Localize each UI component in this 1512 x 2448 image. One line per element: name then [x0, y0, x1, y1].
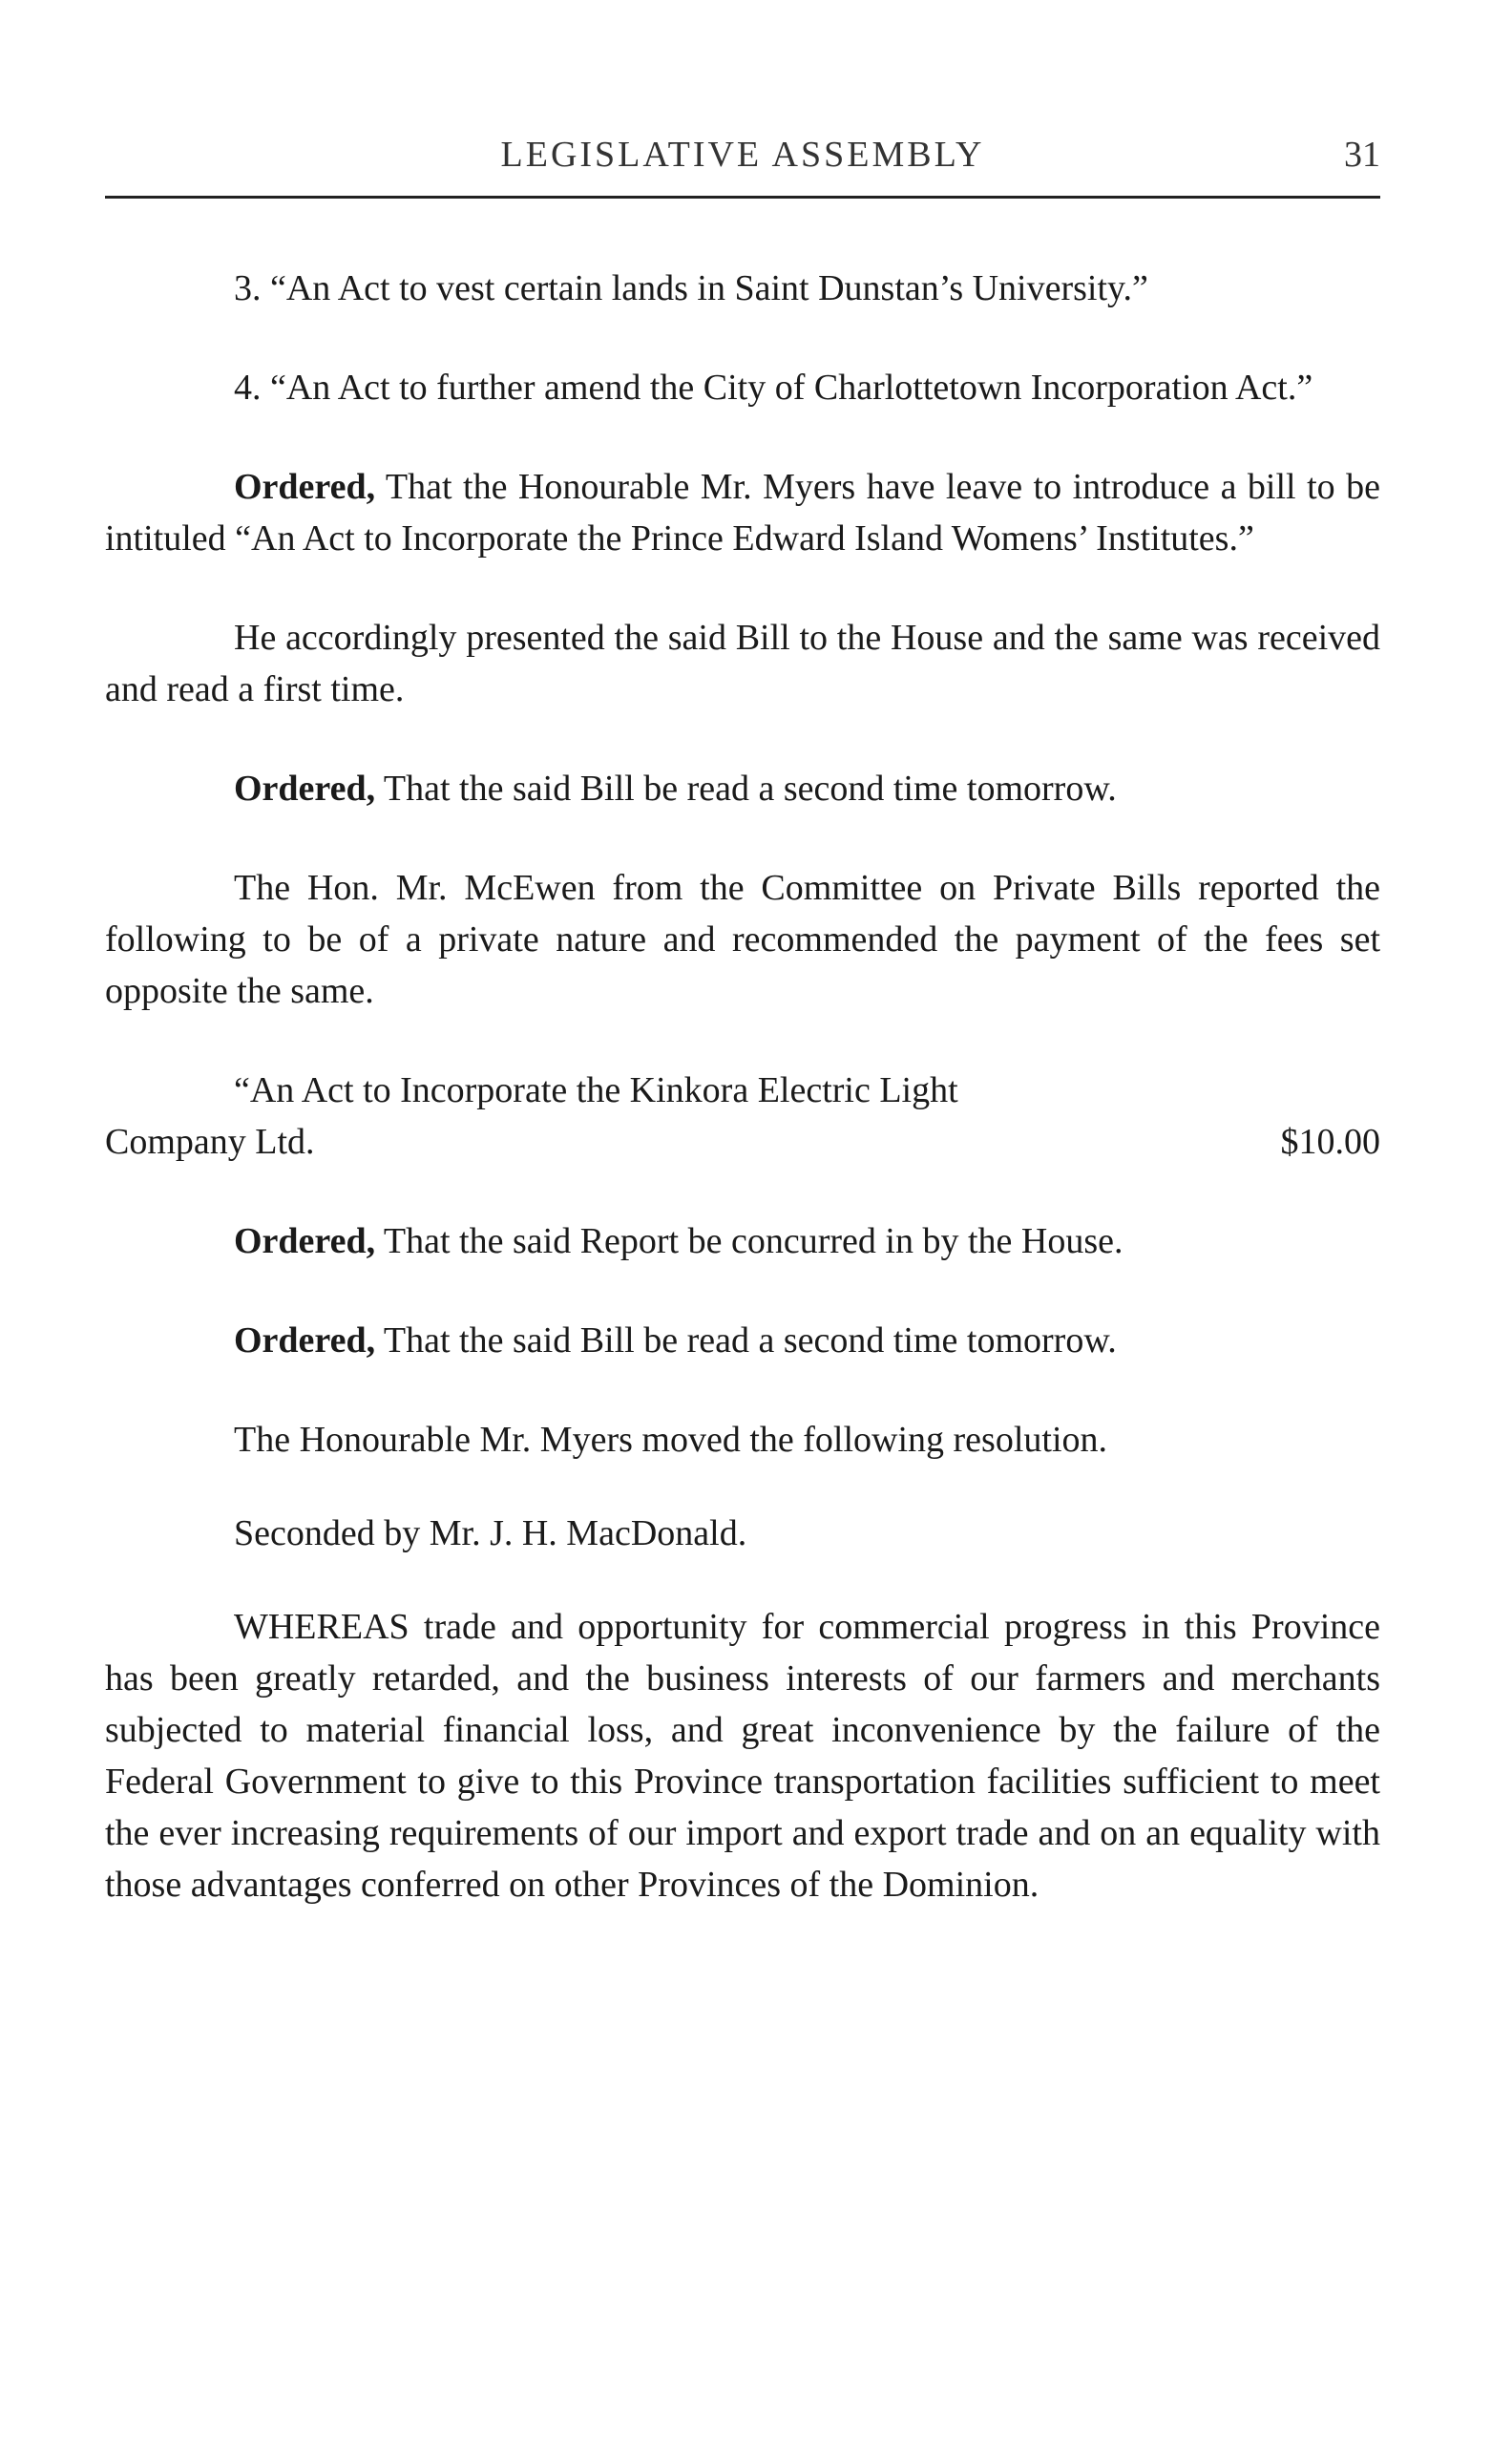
fee-entry-title: “An Act to Incorporate the Kinkora Electric Light [234, 1070, 958, 1110]
paragraph-seconded: Seconded by Mr. J. H. MacDonald. [234, 1513, 747, 1553]
order-text: That the said Report be concurred in by the House. [375, 1221, 1124, 1261]
ordered-label: Ordered, [234, 1221, 376, 1261]
order-text: That the Honourable Mr. Myers have leave to introduce a bill to be intituled “An Act to Incorporate the Prince Edward Island Womens’ Institutes.” [105, 467, 1380, 559]
fee-entry [105, 1065, 1380, 1168]
running-title: LEGISLATIVE ASSEMBLY [500, 135, 985, 175]
fee-entry-line [105, 1116, 1380, 1168]
fee-amount: $10.00 [1280, 1122, 1380, 1162]
ordered-label: Ordered, [234, 769, 376, 809]
paragraph-resolution-moved: The Honourable Mr. Myers moved the following resolution. [234, 1420, 1108, 1460]
order-text: That the said Bill be read a second time tomorrow. [375, 769, 1117, 809]
paragraph-order-second-reading-2 [105, 1315, 1380, 1366]
page-number: 31 [1344, 135, 1380, 175]
paragraph-bill-4: 4. “An Act to further amend the City of Charlottetown Incorporation Act.” [234, 368, 1313, 408]
order-text: That the said Bill be read a second time tomorrow. [375, 1320, 1117, 1361]
paragraph-whereas: WHEREAS trade and opportunity for commercial progress in this Province has been greatly retarded, and the business interests of our farmers and merchants subjected to material financial loss, and great inconvenience by the failure of the Federal Government to give to this Province transportation facilities sufficient to meet the ever increasing requirements of our import and export trade and on an equality with those advantages conferred on other Provinces of the Dominion. [105, 1607, 1380, 1905]
paragraph-order-leave [105, 461, 1380, 564]
paragraph-committee-report: The Hon. Mr. McEwen from the Committee on Private Bills reported the following to be of a private nature and recommended the payment of the fees set opposite the same. [105, 868, 1380, 1011]
paragraph-order-concur [105, 1215, 1380, 1267]
fee-entry-company: Company Ltd. [105, 1122, 315, 1162]
ordered-label: Ordered, [234, 467, 376, 507]
page-body [105, 263, 1380, 1958]
paragraph-bill-3: 3. “An Act to vest certain lands in Saint Dunstan’s University.” [234, 268, 1148, 308]
header-rule [105, 196, 1380, 199]
ordered-label: Ordered, [234, 1320, 376, 1361]
paragraph-presented: He accordingly presented the said Bill to the House and the same was received and read a first time. [105, 618, 1380, 709]
page-header [105, 134, 1380, 181]
paragraph-order-second-reading [105, 763, 1380, 814]
